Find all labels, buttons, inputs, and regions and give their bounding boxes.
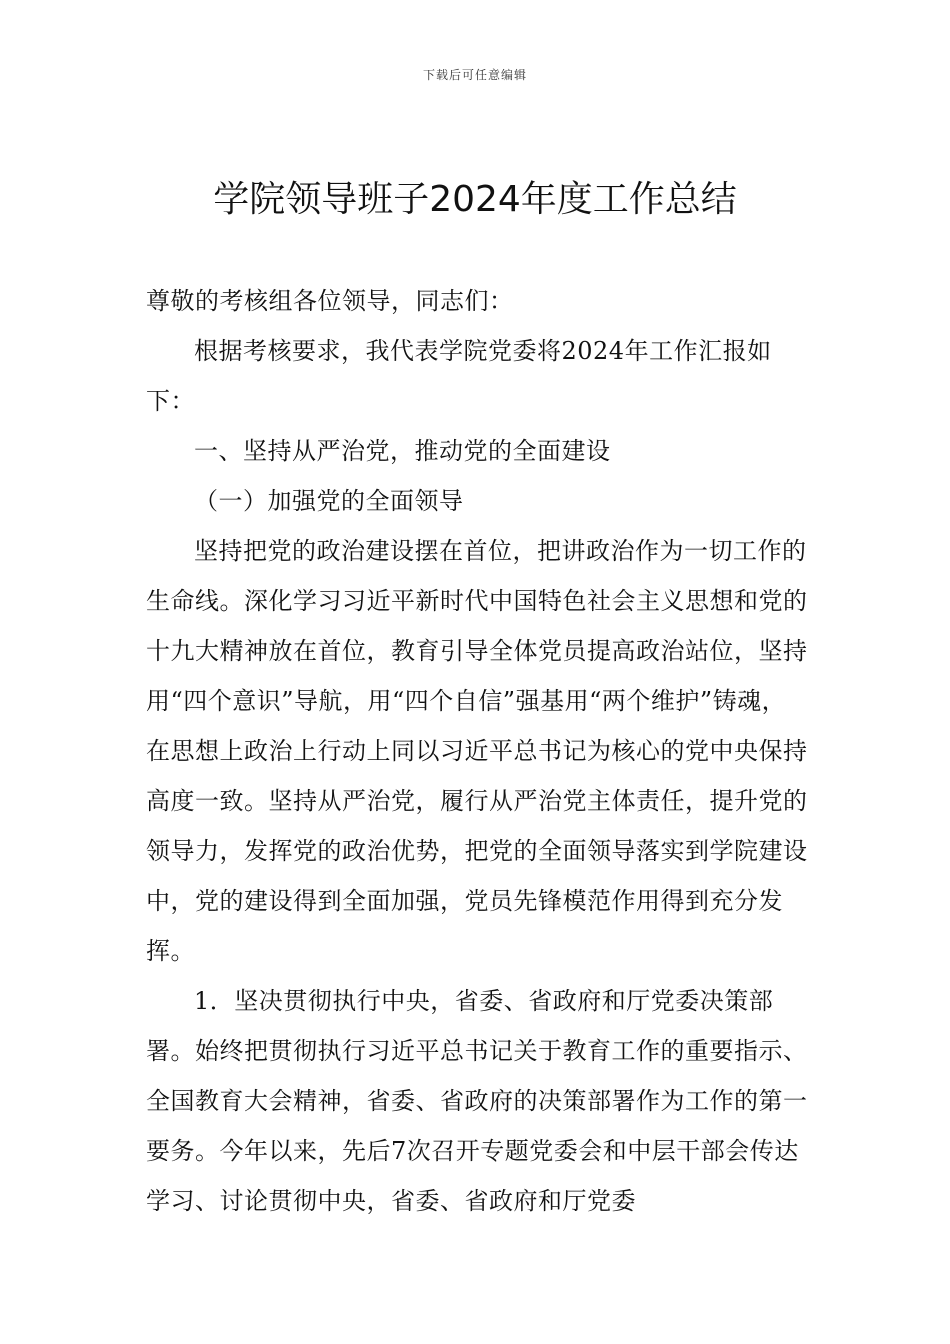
- paragraph-item-1: 1．坚决贯彻执行中央，省委、省政府和厅党委决策部署。始终把贯彻执行习近平总书记关于教育工作的重要指示、全国教育大会精神，省委、省政府的决策部署作为工作的第一要务。今年以来，先后7次召开专题党委会和中层干部会传达学习、讨论贯彻中央，省委、省政府和厅党委: [146, 987, 808, 1215]
- subsection-heading-1: （一）加强党的全面领导: [194, 487, 464, 515]
- paragraph-leadership: 坚持把党的政治建设摆在首位，把讲政治作为一切工作的生命线。深化学习习近平新时代中国特色社会主义思想和党的十九大精神放在首位，教育引导全体党员提高政治站位，坚持用“四个意识”导航，用“四个自信”强基用“两个维护”铸魂，在思想上政治上行动上同以习近平总书记为核心的党中央保持高度一致。坚持从严治党，履行从严治党主体责任，提升党的领导力，发挥党的政治优势，把党的全面领导落实到学院建设中，党的建设得到全面加强，党员先锋模范作用得到充分发挥。: [146, 537, 808, 965]
- header-note: 下载后可任意编辑: [422, 68, 527, 82]
- document-title: 学院领导班子2024年度工作总结: [213, 179, 737, 220]
- document-body: [146, 276, 808, 1226]
- salutation: 尊敬的考核组各位领导，同志们：: [146, 287, 514, 315]
- section-heading-1: 一、坚持从严治党，推动党的全面建设: [194, 437, 611, 465]
- paragraph-intro: 根据考核要求，我代表学院党委将2024年工作汇报如下：: [146, 337, 772, 415]
